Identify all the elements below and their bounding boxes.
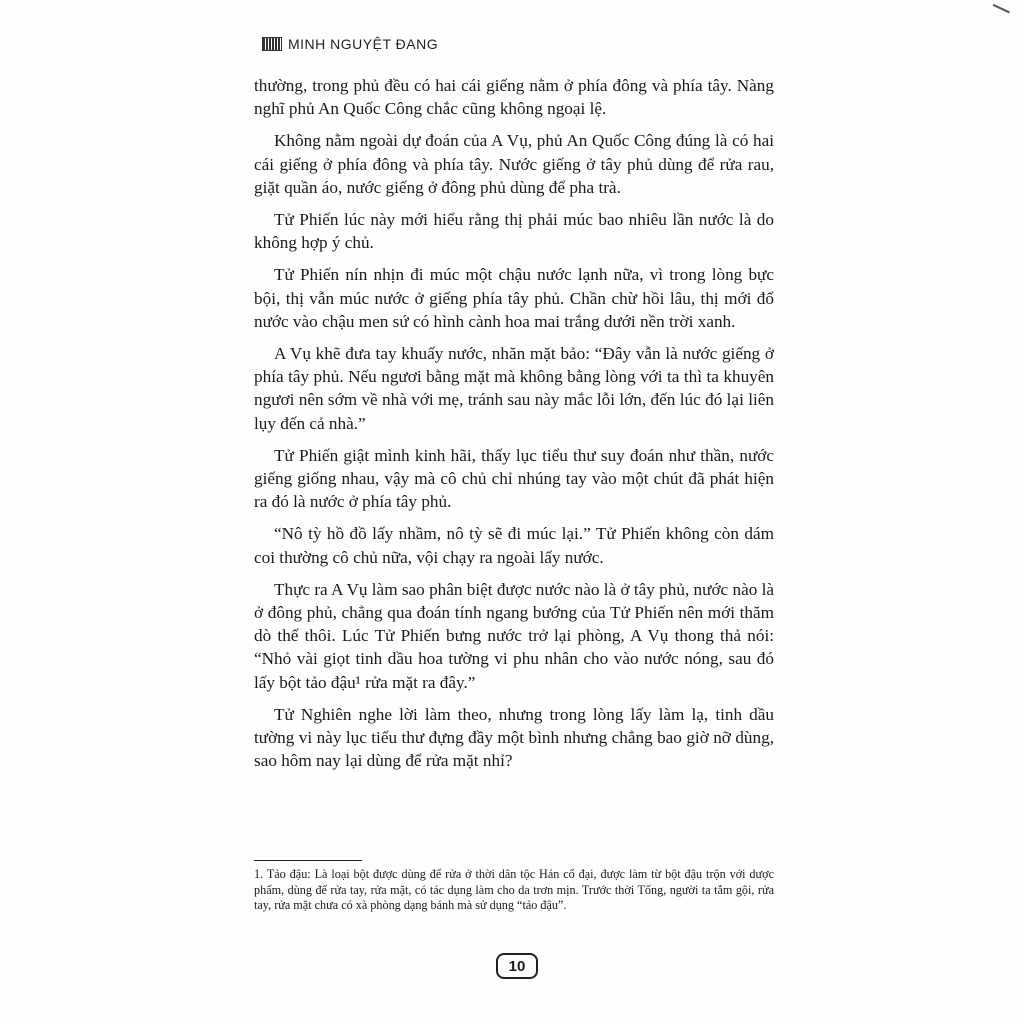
header-ornament-icon	[262, 37, 282, 51]
footnote-divider	[254, 860, 362, 861]
paragraph: thường, trong phủ đều có hai cái giếng nằm ở phía đông và phía tây. Nàng nghĩ phủ An Quốc Công chắc cũng không ngoại lệ.	[254, 76, 774, 119]
header-title: MINH NGUYỆT ĐANG	[288, 36, 439, 52]
paragraph: Tử Phiến giật mình kinh hãi, thấy lục tiểu thư suy đoán như thần, nước giếng giống nhau, vậy mà cô chủ chỉ nhúng tay vào một chút đã phát hiện ra đó là nước ở phía tây phủ.	[254, 445, 774, 512]
paragraph: Thực ra A Vụ làm sao phân biệt được nước nào là ở tây phủ, nước nào là ở đông phủ, chẳng qua đoán tính ngang bướng của Tử Phiến nên mới thăm dò thế thôi. Lúc Tử Phiến bưng nước trở lại phòng, A Vụ thong thả nói: “Nhỏ vài giọt tinh dầu hoa tường vi phu nhân cho vào nước nóng, sau đó lấy bột tảo đậu¹ rửa mặt ra đây.”	[254, 579, 774, 692]
paragraph: Tử Phiến lúc này mới hiểu rằng thị phải múc bao nhiêu lần nước là do không hợp ý chủ.	[254, 210, 774, 253]
paragraph: Tử Phiến nín nhịn đi múc một chậu nước lạnh nữa, vì trong lòng bực bội, thị vẫn múc nước ở giếng phía tây phủ. Chần chừ hồi lâu, thị mới đổ nước vào chậu men sứ có hình cành hoa mai trắng dưới nền trời xanh.	[254, 265, 774, 331]
corner-mark	[993, 0, 1014, 13]
footnote: 1. Tảo đậu: Là loại bột được dùng để rửa ở thời dân tộc Hán cổ đại, được làm từ bột đậu trộn với dược phẩm, dùng để rửa tay, rửa mặt, có tác dụng làm cho da trơn mịn. Trước thời Tống, người ta tắm gội, rửa tay, rửa mặt chưa có xà phòng dạng bánh mà sử dụng “tảo đậu”.	[254, 867, 774, 913]
paragraph: “Nô tỳ hồ đồ lấy nhầm, nô tỳ sẽ đi múc lại.” Tử Phiến không còn dám coi thường cô chủ nữa, vội chạy ra ngoài lấy nước.	[254, 524, 774, 567]
running-header	[262, 36, 438, 52]
paragraph: A Vụ khẽ đưa tay khuấy nước, nhăn mặt bảo: “Đây vẫn là nước giếng ở phía tây phủ. Nếu ngươi bằng mặt mà không bằng lòng với ta thì ta khuyên ngươi nên sớm về nhà với mẹ, tránh sau này mắc lỗi lớn, đến lúc đó lại liên lụy đến cả nhà.”	[254, 344, 774, 433]
paragraph: Không nằm ngoài dự đoán của A Vụ, phủ An Quốc Công đúng là có hai cái giếng ở phía đông và phía tây. Nước giếng ở tây phủ dùng để rửa rau, giặt quần áo, nước giếng ở đông phủ dùng để pha trà.	[254, 131, 774, 197]
body-text	[254, 74, 774, 781]
page-number: 10	[496, 953, 538, 979]
paragraph: Tử Nghiên nghe lời làm theo, nhưng trong lòng lấy làm lạ, tinh dầu tường vi này lục tiểu thư đựng đầy một bình nhưng chẳng bao giờ nỡ dùng, sao hôm nay lại dùng để rửa mặt nhỉ?	[254, 704, 774, 771]
